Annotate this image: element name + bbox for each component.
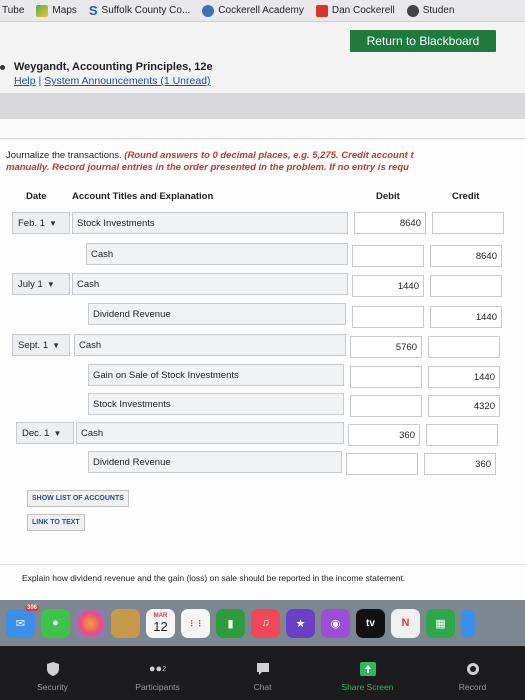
debit-input[interactable] [352,245,424,267]
bookmark-youtube[interactable] [2,5,24,16]
date-select-july1[interactable] [12,273,70,295]
system-announcements-link[interactable]: System Announcements (1 Unread) [44,75,211,87]
chevron-down-icon: ▼ [46,279,55,289]
bookmarks-bar [0,0,525,22]
instructions-red-2: manually. Record journal entries in the order presented in the problem. If no entry is requ [6,162,409,173]
chevron-down-icon: ▼ [48,218,57,228]
account-field[interactable]: Stock Investments [88,393,344,415]
date-value: July 1 [18,278,43,290]
link-separator: | [38,75,42,87]
bookmark-label: Suffolk County Co... [101,5,191,16]
notes-icon[interactable] [111,609,140,638]
bookmark-dan-cockerell[interactable] [316,5,395,17]
column-header-debit: Debit [376,191,400,202]
account-field[interactable]: Stock Investments [72,212,348,234]
question-area [0,140,525,600]
mac-dock [0,600,525,646]
debit-input[interactable]: 8640 [354,212,426,234]
column-header-date: Date [26,191,47,202]
suffolk-s-icon: S [88,3,98,18]
book-title: Weygandt, Accounting Principles, 12e [14,61,213,73]
student-icon [407,5,419,17]
apple-tv-icon[interactable] [356,609,385,638]
account-field[interactable]: Cash [74,334,346,356]
date-select-dec1[interactable] [16,422,74,444]
nav-band [0,93,525,119]
column-header-account: Account Titles and Explanation [72,191,214,202]
calendar-icon[interactable] [146,609,175,638]
book-header [0,56,525,92]
mail-badge: 306 [26,604,37,611]
column-header-credit: Credit [452,191,480,202]
return-to-blackboard-button[interactable]: Return to Blackboard [350,30,496,52]
calendar-month: MAR [153,612,168,619]
podcasts-icon[interactable]: ◉ [321,609,350,638]
reminders-icon[interactable]: ⋮⋮ [181,609,210,638]
bookmark-label: Cockerell Academy [218,5,304,16]
account-field[interactable]: Dividend Revenue [88,451,342,473]
credit-input[interactable]: 4320 [428,395,500,417]
credit-input[interactable]: 1440 [428,366,500,388]
chat-label: Chat [253,682,272,692]
zoom-toolbar [0,646,525,700]
credit-input[interactable] [428,336,500,358]
participants-label: Participants [135,682,180,692]
account-field[interactable]: Cash [86,243,348,265]
credit-input[interactable]: 1440 [430,306,502,328]
show-list-of-accounts-button[interactable]: SHOW LIST OF ACCOUNTS [27,490,129,507]
participant-count: 2 [162,665,167,673]
link-to-text-button[interactable]: LINK TO TEXT [27,514,85,531]
dan-cockerell-icon [316,5,328,17]
debit-input[interactable] [352,306,424,328]
date-value: Sept. 1 [18,339,49,351]
news-icon[interactable]: N [391,609,420,638]
instructions [6,150,525,174]
music-icon[interactable]: ♫ [251,609,280,638]
book-links [14,75,211,87]
debit-input[interactable]: 5760 [350,336,422,358]
account-field[interactable]: Gain on Sale of Stock Investments [88,364,344,386]
record-label: Record [458,682,487,692]
keynote-icon[interactable] [461,609,475,638]
bookmark-label: Tube [2,5,25,16]
date-select-sept1[interactable] [12,334,70,356]
explain-prompt: Explain how dividend revenue and the gain (loss) on sale should be reported in the income statement. [22,573,406,583]
share-screen-icon [359,661,377,677]
mail-icon[interactable]: ✉ 306 [6,609,35,638]
numbers-icon[interactable]: ▦ [426,609,455,638]
debit-input[interactable] [346,453,418,475]
credit-input[interactable]: 360 [424,453,496,475]
bookmark-student[interactable] [407,5,455,17]
maps-icon [36,5,48,17]
chat-icon [254,661,272,677]
bookmark-cockerell-academy[interactable] [202,5,304,17]
date-select-feb1[interactable] [12,212,70,234]
date-value: Feb. 1 [18,217,45,229]
participants-icon: ●● 2 [148,663,167,675]
security-button[interactable] [18,661,88,692]
account-field[interactable]: Cash [76,422,344,444]
debit-input[interactable] [350,395,422,417]
credit-input[interactable]: 8640 [430,245,502,267]
imovie-icon[interactable]: ★ [286,609,315,638]
debit-input[interactable] [350,366,422,388]
credit-input[interactable] [432,212,504,234]
instructions-red-1: (Round answers to 0 decimal places, e.g. 5,275. Credit account t [124,150,414,161]
shield-icon [44,661,62,677]
credit-input[interactable] [430,275,502,297]
record-button[interactable] [438,661,508,692]
bookmark-label: Studen [422,5,455,16]
calendar-day: 12 [153,618,168,634]
record-icon [464,661,482,677]
chevron-down-icon: ▼ [52,340,61,350]
account-field[interactable]: Cash [72,273,348,295]
share-screen-label: Share Screen [341,682,394,692]
chat-button[interactable] [228,661,298,692]
bullet-icon [0,65,5,70]
messages-icon[interactable]: ● [41,609,70,638]
explain-section [0,564,525,600]
chevron-down-icon: ▼ [53,428,62,438]
facetime-icon[interactable]: ▮ [216,609,245,638]
tv-label: tv [366,617,375,629]
bookmark-label: Maps [52,5,77,16]
bookmark-maps[interactable] [36,5,76,17]
share-screen-button[interactable] [333,661,403,692]
photos-icon[interactable] [76,609,105,638]
debit-input[interactable]: 1440 [352,275,424,297]
bookmark-label: Dan Cockerell [331,5,395,16]
account-field[interactable]: Dividend Revenue [88,303,346,325]
bookmark-suffolk[interactable] [89,3,190,18]
instructions-prefix: Journalize the transactions. [6,150,125,161]
academy-icon [202,5,214,17]
debit-input[interactable]: 360 [348,424,420,446]
participants-button[interactable] [123,661,193,692]
date-value: Dec. 1 [22,427,50,439]
help-link[interactable]: Help [14,75,36,87]
credit-input[interactable] [426,424,498,446]
security-label: Security [37,682,68,692]
spacer-band [0,119,525,139]
